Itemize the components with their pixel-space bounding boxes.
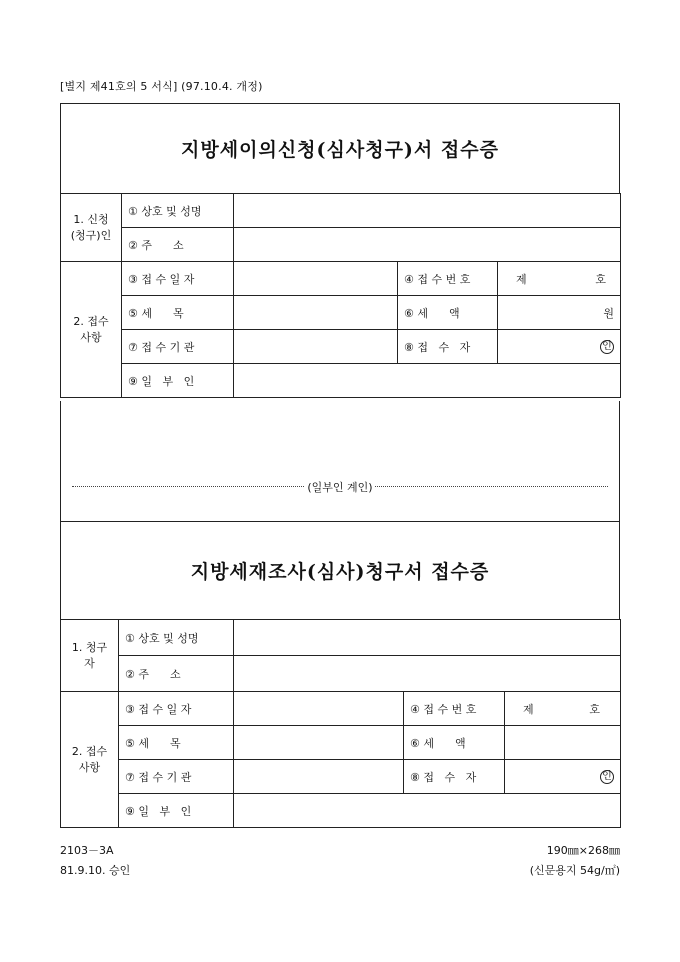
form1-receipt-no-suffix: 호 xyxy=(595,272,607,286)
form1-applicant-group-text: 1. 신청 (청구)인 xyxy=(70,212,112,242)
form1-tax-item-label: ⑤ 세 목 xyxy=(122,296,234,330)
form1-tax-amount-label: ⑥ 세 액 xyxy=(398,296,498,330)
form2-receipt-group-text: 2. 접수 사항 xyxy=(71,744,108,774)
form2-receiver-field[interactable] xyxy=(505,760,621,794)
form1-table xyxy=(60,193,621,398)
form1-receipt-date-label: ③ 접 수 일 자 xyxy=(122,262,234,296)
form1-seal-mark: 인 xyxy=(600,340,614,354)
form1-receipt-group-text: 2. 접수 사항 xyxy=(73,314,109,344)
form1-receipt-date-field[interactable] xyxy=(234,262,398,296)
form2-table xyxy=(60,619,621,828)
form1-receiver-label: ⑧ 접 수 자 xyxy=(398,330,498,364)
form2-agency-field[interactable] xyxy=(234,760,404,794)
form2-receipt-group xyxy=(61,692,119,828)
form2-receipt-no-prefix: 제 xyxy=(523,702,534,716)
form1-tax-amount-field[interactable] xyxy=(498,296,621,330)
form2-receipt-no-label: ④ 접 수 번 호 xyxy=(404,692,505,726)
form2-receipt-no-suffix: 호 xyxy=(589,702,601,716)
form2-stamp-field[interactable] xyxy=(234,794,621,828)
form2-name-label: ① 상호 및 성명 xyxy=(119,620,234,656)
seal-line-row xyxy=(72,480,608,492)
form1-name-label: ① 상호 및 성명 xyxy=(122,194,234,228)
form2-address-label: ② 주 소 xyxy=(119,656,234,692)
form1-stamp-label: ⑨ 일 부 인 xyxy=(122,364,234,398)
footer-size: 190㎜×268㎜ xyxy=(546,844,620,857)
form1-receipt-no-field[interactable] xyxy=(498,262,621,296)
form1-applicant-group xyxy=(61,194,122,262)
form1-address-field[interactable] xyxy=(234,228,621,262)
form1-tax-amount-unit: 원 xyxy=(603,306,615,320)
footer-paper: (신문용지 54g/㎡) xyxy=(529,864,620,877)
form2-tax-amount-field[interactable] xyxy=(505,726,621,760)
form2-name-field[interactable] xyxy=(234,620,621,656)
form2-agency-label: ⑦ 접 수 기 관 xyxy=(119,760,234,794)
form1-address-label: ② 주 소 xyxy=(122,228,234,262)
form2-seal-mark: 인 xyxy=(600,770,614,784)
footer-approval: 81.9.10. 승인 xyxy=(60,864,131,877)
form2-applicant-group-text: 1. 청구자 xyxy=(71,640,108,670)
form1-title-box xyxy=(60,103,620,194)
form2-tax-item-label: ⑤ 세 목 xyxy=(119,726,234,760)
form2-receiver-label: ⑧ 접 수 자 xyxy=(404,760,505,794)
seal-line-label-wrap xyxy=(72,479,608,495)
form1-stamp-field[interactable] xyxy=(234,364,621,398)
form2-title-box xyxy=(60,521,620,620)
form2-stamp-label: ⑨ 일 부 인 xyxy=(119,794,234,828)
form2-tax-item-field[interactable] xyxy=(234,726,404,760)
form2-receipt-date-label: ③ 접 수 일 자 xyxy=(119,692,234,726)
seal-area xyxy=(60,401,620,522)
form1-receiver-field[interactable] xyxy=(498,330,621,364)
form2-tax-amount-label: ⑥ 세 액 xyxy=(404,726,505,760)
form1-receipt-no-label: ④ 접 수 번 호 xyxy=(398,262,498,296)
form1-agency-field[interactable] xyxy=(234,330,398,364)
form1-receipt-no-prefix: 제 xyxy=(516,272,527,286)
form-header-note: [별지 제41호의 5 서식] (97.10.4. 개정) xyxy=(60,80,263,93)
form2-receipt-no-field[interactable] xyxy=(505,692,621,726)
form2-applicant-group xyxy=(61,620,119,692)
form1-title: 지방세이의신청(심사청구)서 접수증 xyxy=(181,139,499,161)
form2-title: 지방세재조사(심사)청구서 접수증 xyxy=(190,561,490,583)
footer-form-code: 2103－3A xyxy=(60,844,114,857)
form2-receipt-date-field[interactable] xyxy=(234,692,404,726)
form1-agency-label: ⑦ 접 수 기 관 xyxy=(122,330,234,364)
seal-line-label: (일부인 계인) xyxy=(307,481,373,494)
form1-name-field[interactable] xyxy=(234,194,621,228)
form2-address-field[interactable] xyxy=(234,656,621,692)
form1-receipt-group xyxy=(61,262,122,398)
form1-tax-item-field[interactable] xyxy=(234,296,398,330)
